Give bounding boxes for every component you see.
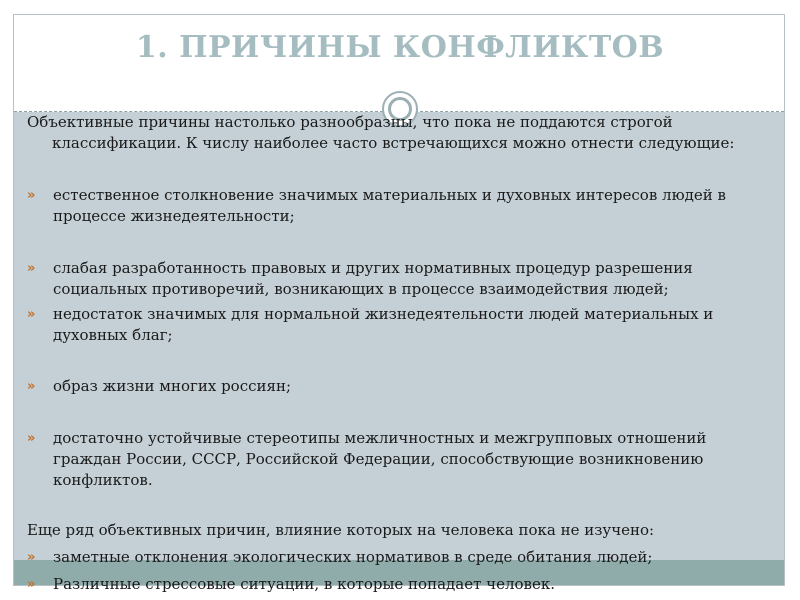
second-intro-paragraph: Еще ряд объективных причин, влияние которых на человека пока не изучено: xyxy=(27,521,655,539)
list-item xyxy=(27,574,767,595)
list-item-text: естественное столкновение значимых материальных и духовных интересов людей в процессе жизнедеятельности; xyxy=(53,186,726,225)
list-item xyxy=(27,304,767,346)
list-item-text: образ жизни многих россиян; xyxy=(53,377,292,395)
list-item-text: достаточно устойчивые стереотипы межличностных и межгрупповых отношений граждан России, СССР, Российской Федерации, способствующие возникновению конфликтов. xyxy=(53,429,707,489)
bullet-arrow-icon: » xyxy=(27,577,36,592)
bullet-arrow-icon: » xyxy=(27,550,36,565)
slide-title: 1. ПРИЧИНЫ КОНФЛИКТОВ xyxy=(135,30,665,65)
list-item-text: слабая разработанность правовых и других нормативных процедур разрешения социальных противоречий, возникающих в процессе взаимодействия людей; xyxy=(53,259,693,298)
list-item xyxy=(27,376,767,397)
intro-paragraph: Объективные причины настолько разнообразны, что пока не поддаются строгой классификации. К числу наиболее часто встречающихся можно отнести следующие: xyxy=(27,113,735,152)
list-item-text: недостаток значимых для нормальной жизнедеятельности людей материальных и духовных благ; xyxy=(53,305,714,344)
list-item xyxy=(27,258,767,300)
list-item xyxy=(27,185,767,227)
bullet-arrow-icon: » xyxy=(27,307,36,322)
list-item xyxy=(27,428,767,491)
list-item-text: заметные отклонения экологических нормативов в среде обитания людей; xyxy=(53,548,653,566)
bullet-arrow-icon: » xyxy=(27,261,36,276)
bullet-arrow-icon: » xyxy=(27,188,36,203)
bullet-arrow-icon: » xyxy=(27,379,36,394)
bullet-arrow-icon: » xyxy=(27,431,36,446)
list-item-text: Различные стрессовые ситуации, в которые попадает человек. xyxy=(53,575,555,593)
list-item xyxy=(27,547,767,568)
